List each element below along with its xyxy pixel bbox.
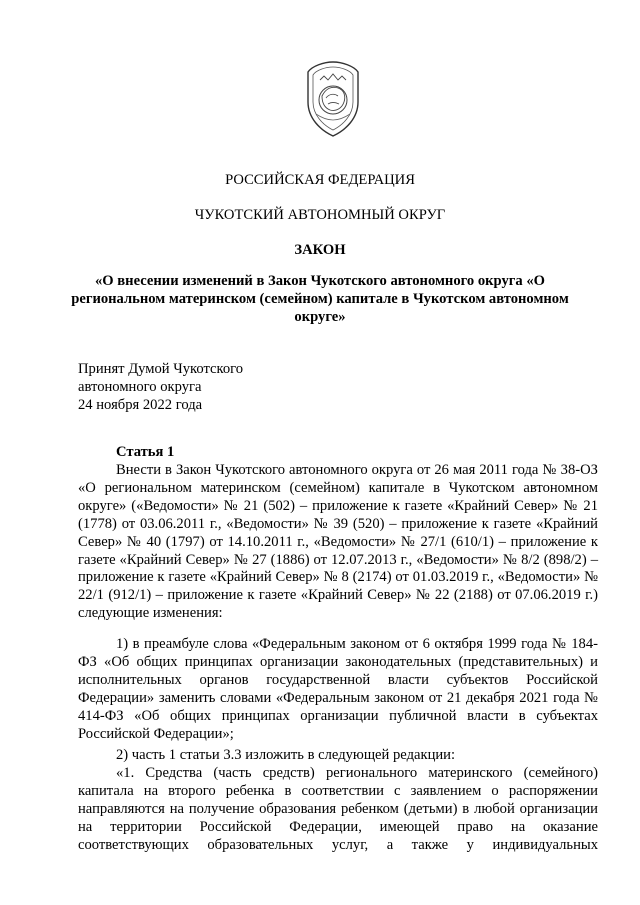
document-type-heading: ЗАКОН xyxy=(294,242,346,258)
adoption-date: 24 ноября 2022 года xyxy=(78,397,203,413)
adoption-line-2: автономного округа xyxy=(78,379,202,395)
coat-of-arms-icon xyxy=(300,58,366,140)
country-heading: РОССИЙСКАЯ ФЕДЕРАЦИЯ xyxy=(225,172,415,188)
amendment-item-1: 1) в преамбуле слова «Федеральным законом от 6 октября 1999 года № 184-ФЗ «Об общих принципах организации законодательных (представительных) и исполнительных органов государственной власти субъектов Российской Федерации» заменить словами «Федеральным законом от 21 декабря 2021 года № 414-ФЗ «Об общих принципах организации публичной власти в субъектах Российской Федерации»; xyxy=(78,636,598,742)
law-title: «О внесении изменений в Закон Чукотского автономного округа «О региональном материнском (семейном) капитале в Чукотском автономном округе» xyxy=(71,273,569,325)
amendment-item-2: 2) часть 1 статьи 3.3 изложить в следующей редакции: xyxy=(116,747,456,763)
region-heading: ЧУКОТСКИЙ АВТОНОМНЫЙ ОКРУГ xyxy=(194,207,446,223)
article-intro-paragraph: Внести в Закон Чукотского автономного округа от 26 мая 2011 года № 38-ОЗ «О региональном материнском (семейном) капитале в Чукотском автономном округе» («Ведомости» № 21 (502) – приложение к газете «Крайний Север» № 21 (1778) от 03.06.2011 г., «Ведомости» № 39 (520) – приложение к газете «Крайний Север» № 40 (1797) от 14.10.2011 г., «Ведомости» № 27/1 (610/1) – приложение к газете «Крайний Север» № 27 (1886) от 12.07.2013 г., «Ведомости» № 8/2 (898/2) – приложение к газете «Крайний Север» № 8 (2174) от 01.03.2019 г., «Ведомости» № 22/1 (912/1) – приложение к газете «Крайний Север» № 22 (2188) от 07.06.2019 г.) следующие изменения: xyxy=(78,462,598,622)
article-heading: Статья 1 xyxy=(116,444,175,460)
adoption-line-1: Принят Думой Чукотского xyxy=(78,361,244,377)
adoption-info xyxy=(78,360,243,414)
amendment-quote-paragraph: «1. Средства (часть средств) регионального материнского (семейного) капитала на второго ребенка в соответствии с заявлением о распоряжении направляются на получение образования ребенком (детьми) в любой организации на территории Российской Федерации, имеющей право на оказание соответствующих образовательных услуг, а также у индивидуальных xyxy=(78,765,598,853)
